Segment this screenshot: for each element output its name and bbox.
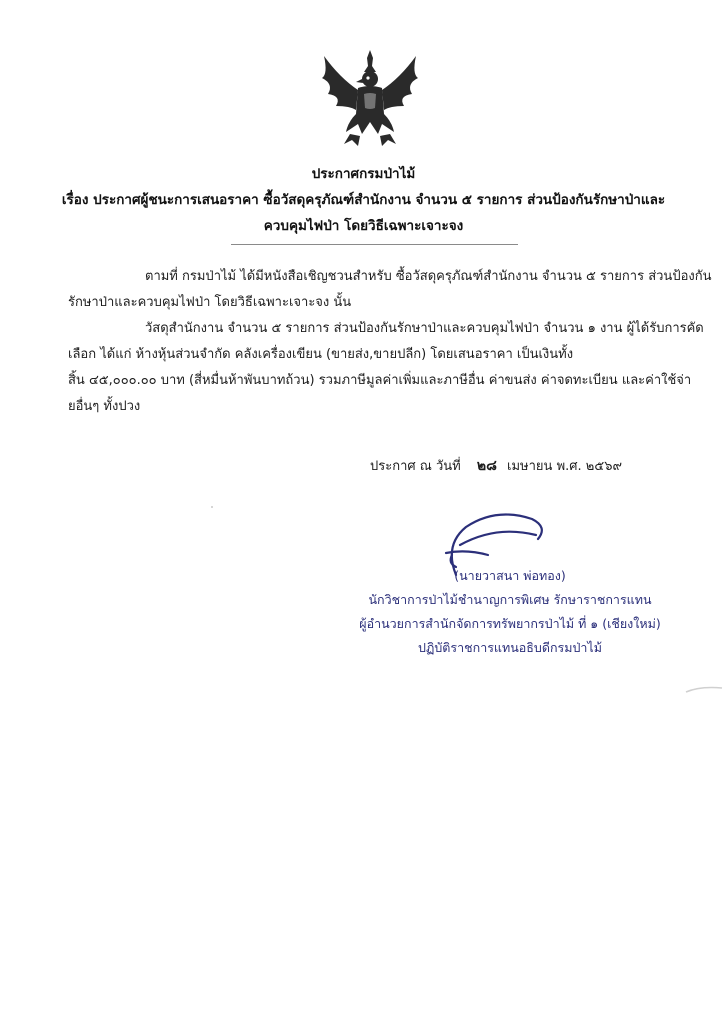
body-paragraph-2-line-4: ยอื่นๆ ทั้งปวง [68,399,141,414]
date-month-year: เมษายน พ.ศ. ๒๕๖๙ [507,459,622,474]
signatory-name: (นายวาสนา พ่อทอง) [454,568,566,583]
body-paragraph-2-line-2: เลือก ได้แก่ ห้างหุ้นส่วนจำกัด คลังเครื่องเขียน (ขายส่ง,ขายปลีก) โดยเสนอราคา เป็นเงินทั้ง [68,347,574,362]
signatory-position-line-3: ปฏิบัติราชการแทนอธิบดีกรมป่าไม้ [418,640,602,655]
announcement-subject-line-2: ควบคุมไฟป่า โดยวิธีเฉพาะเจาะจง [263,218,464,234]
announcement-title: ประกาศกรมป่าไม้ [311,166,416,182]
garuda-emblem-icon [318,48,422,148]
body-paragraph-2-line-1: วัสดุสำนักงาน จำนวน ๕ รายการ ส่วนป้องกันรักษาป่าและควบคุมไฟป่า จำนวน ๑ งาน ผู้ได้รับการคัด [145,321,704,336]
date-day: ๒๘ [476,458,497,474]
body-paragraph-2-line-3: สิ้น ๔๕,๐๐๐.๐๐ บาท (สี่หมื่นห้าพันบาทถ้วน) รวมภาษีมูลค่าเพิ่มและภาษีอื่น ค่าขนส่ง ค่าจดทะเบียน และค่าใช้จ่า [68,373,692,388]
scan-edge-mark [684,682,724,696]
signatory-position-line-2: ผู้อำนวยการสำนักจัดการทรัพยากรป่าไม้ ที่ ๑ (เชียงใหม่) [359,616,661,631]
announcement-subject-line-1: เรื่อง ประกาศผู้ชนะการเสนอราคา ซื้อวัสดุครุภัณฑ์สำนักงาน จำนวน ๕ รายการ ส่วนป้องกันรักษาป่าและ [61,192,666,208]
signatory-position-line-1: นักวิชาการป่าไม้ชำนาญการพิเศษ รักษาราชการแทน [368,592,652,607]
header-divider [231,244,518,245]
body-paragraph-1-line-1: ตามที่ กรมป่าไม้ ได้มีหนังสือเชิญชวนสำหรับ ซื้อวัสดุครุภัณฑ์สำนักงาน จำนวน ๕ รายการ ส่วนป้องกัน [145,269,712,284]
date-prefix: ประกาศ ณ วันที่ [370,459,461,474]
announcement-date [370,453,622,480]
body-paragraph-1-line-2: รักษาป่าและควบคุมไฟป่า โดยวิธีเฉพาะเจาะจง นั้น [68,295,352,310]
scan-speck [211,506,213,508]
